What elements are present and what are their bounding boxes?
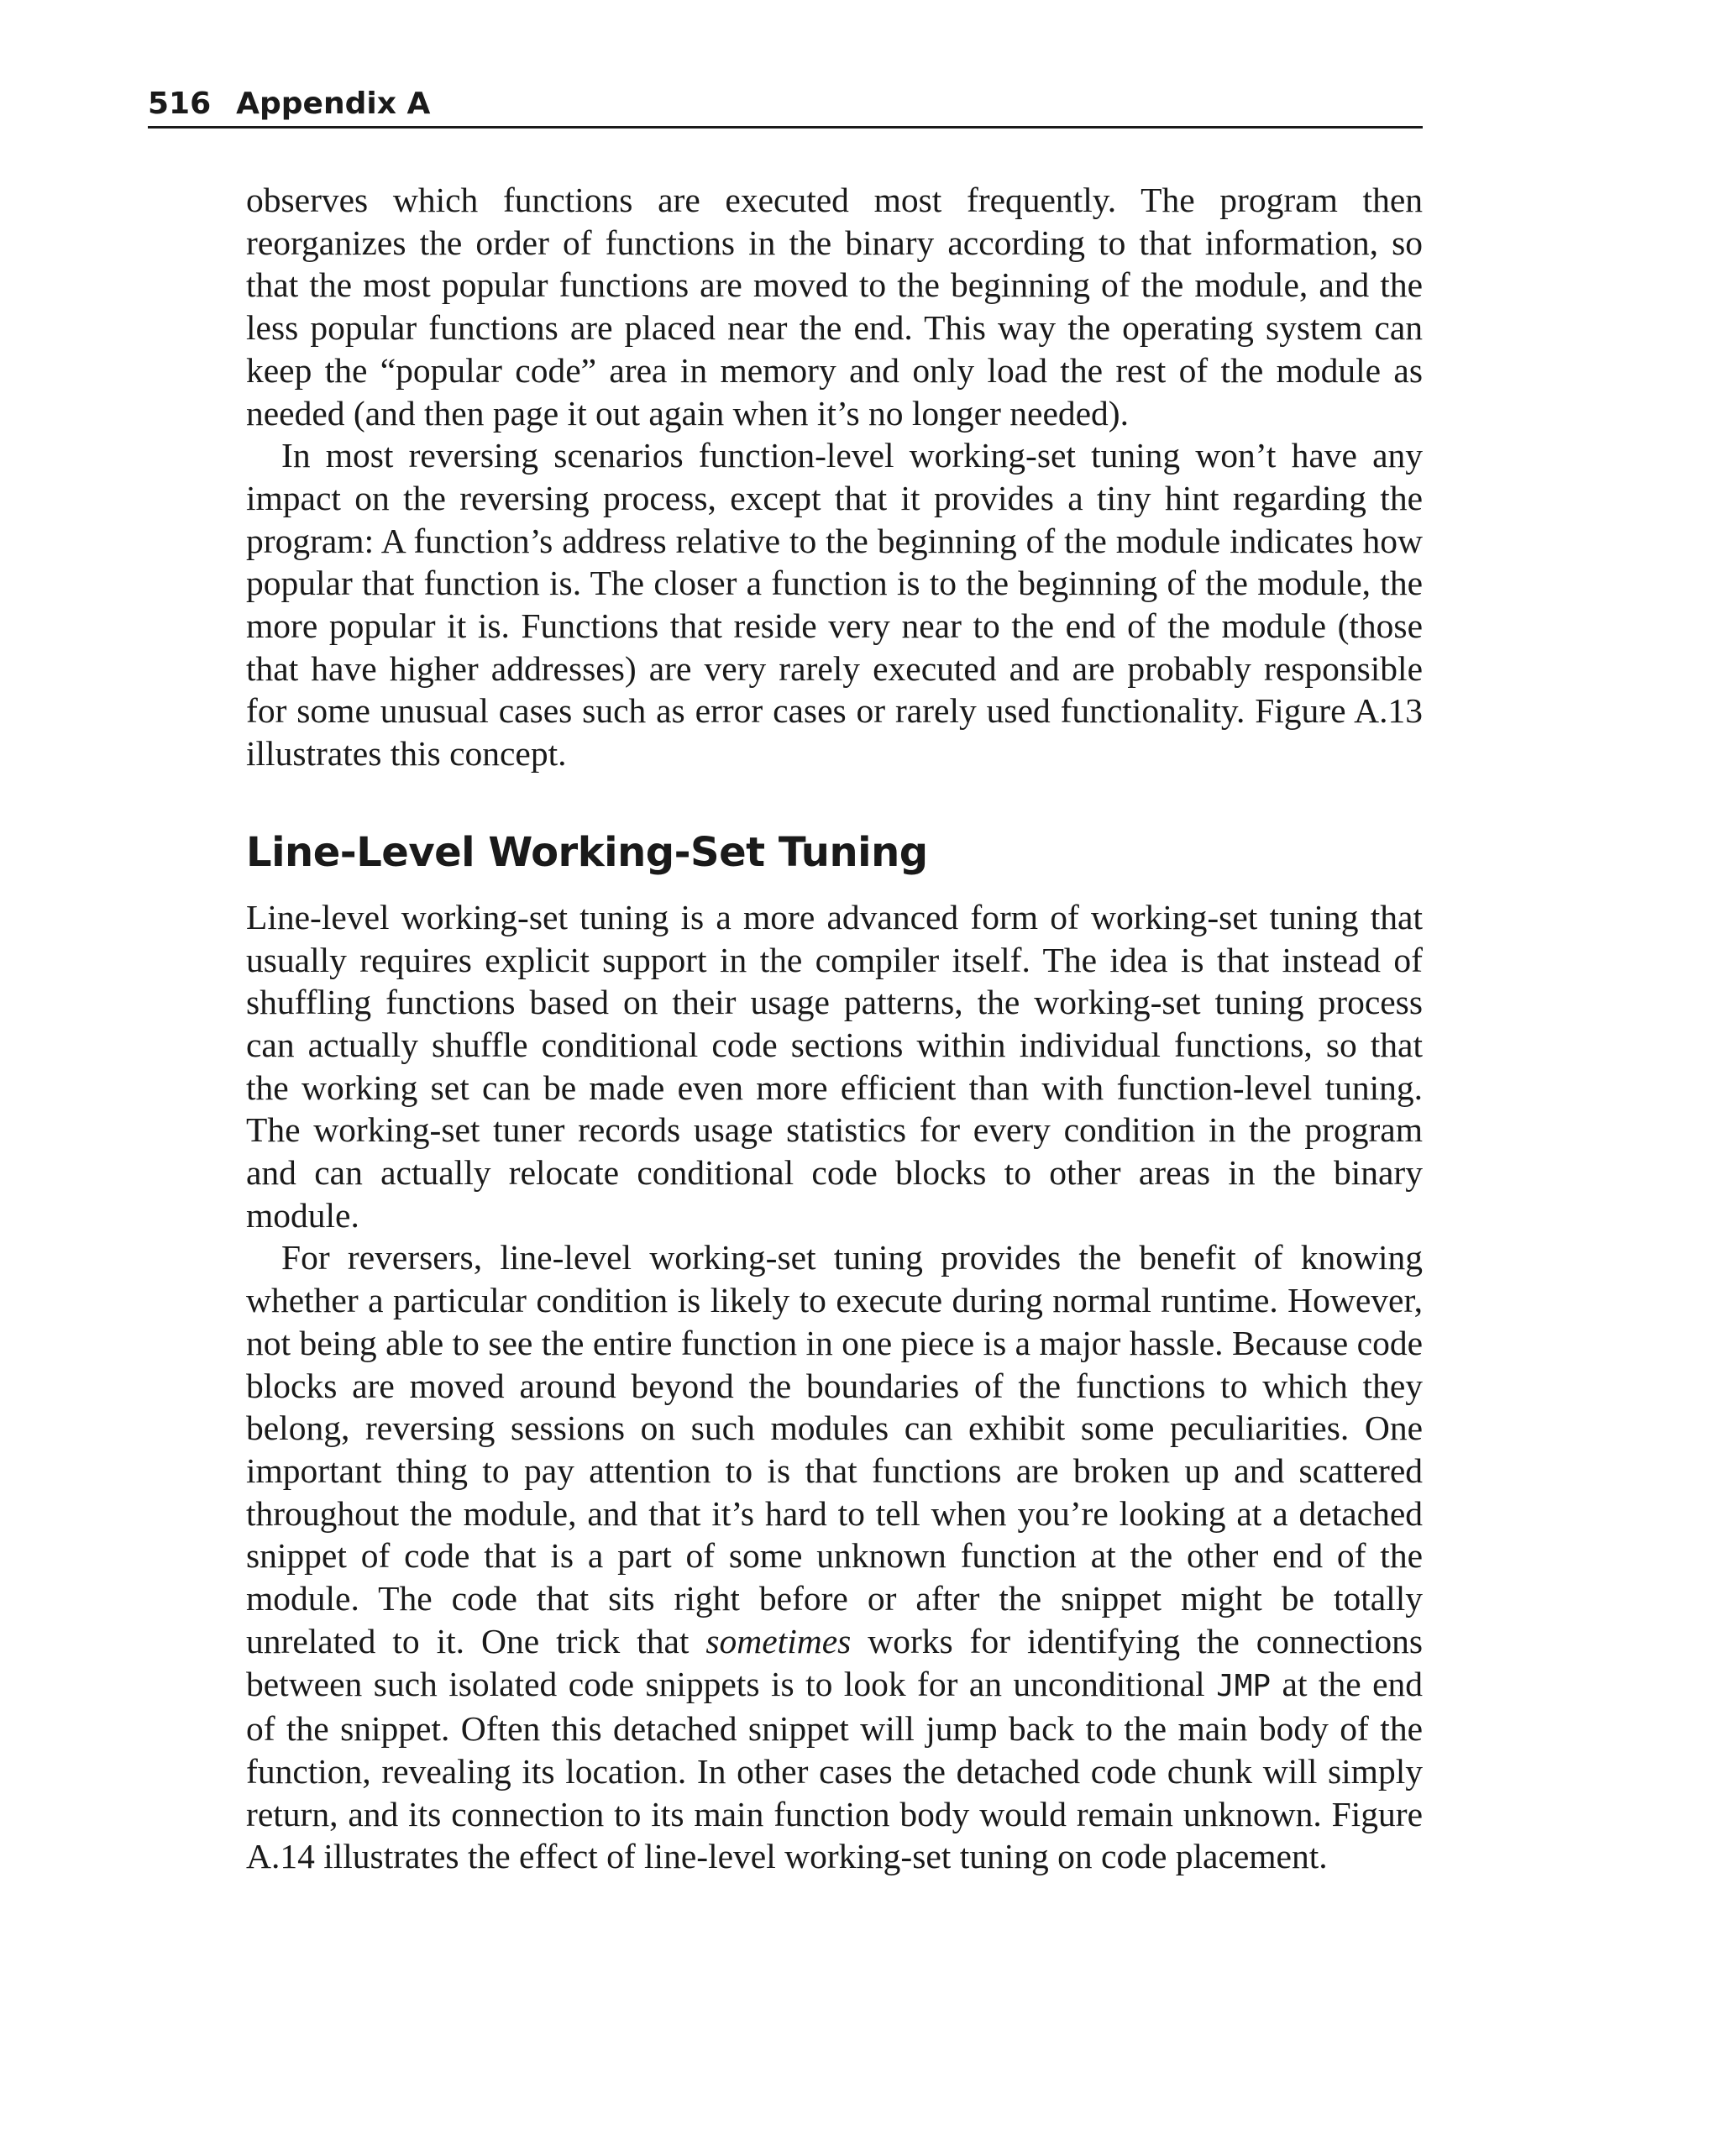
inline-code: JMP <box>1216 1668 1272 1703</box>
paragraph: In most reversing scenarios function-level working-set tuning won’t have any impact on the reversing process, except that it provides a tiny hint regarding the program: A function’s address relative to the beginning of the module indicates how popular that function is. The closer a function is to the beginning of the module, the more popular it is. Functions that reside very near to the end of the module (those that have higher addresses) are very rarely executed and are probably responsible for some unusual cases such as error cases or rarely used functionality. Figure A.13 illustrates this concept. <box>246 436 1423 774</box>
chapter-title: Appendix A <box>236 87 431 121</box>
paragraph-text: works for identifying the connections between such isolated code snippets is to look for an unconditional <box>246 1621 1423 1703</box>
emphasis-text: sometimes <box>705 1621 852 1660</box>
paragraph-text: at the end of the snippet. Often this detached snippet will jump back to the main body of the function, revealing its location. In other cases the detached code chunk will simply return, and its connection to its main function body would remain unknown. Figure A.14 illustrates the effect of line-level working-set tuning on code placement. <box>246 1664 1423 1876</box>
paragraph-text: For reversers, line-level working-set tuning provides the benefit of knowing whether a particular condition is likely to execute during normal runtime. However, not being able to see the entire function in one piece is a major hassle. Because code blocks are moved around beyond the boundaries of the functions to which they belong, reversing sessions on such modules can exhibit some peculiarities. One important thing to pay attention to is that functions are broken up and scattered throughout the module, and that it’s hard to tell when you’re looking at a detached snippet of code that is a part of some unknown function at the other end of the module. The code that sits right before or after the snippet might be totally unrelated to it. One trick that <box>246 1238 1423 1660</box>
paragraph: observes which functions are executed most frequently. The program then reorganizes the order of functions in the binary according to that information, so that the most popular functions are moved to the beginning of the module, and the less popular functions are placed near the end. This way the operating system can keep the “popular code” area in memory and only load the rest of the module as needed (and then page it out again when it’s no longer needed). <box>246 181 1423 433</box>
paragraph: Line-level working-set tuning is a more advanced form of working-set tuning that usually requires explicit support in the compiler itself. The idea is that instead of shuffling functions based on their usage patterns, the working-set tuning process can actually shuffle conditional code sections within individual functions, so that the working set can be made even more efficient than with function-level tuning. The working-set tuner records usage statistics for every condition in the program and can actually relocate conditional code blocks to other areas in the binary module. <box>246 897 1423 1235</box>
running-head <box>148 82 1423 129</box>
page-number: 516 <box>148 87 212 121</box>
page-body <box>246 179 1423 1878</box>
section-heading: Line-Level Working-Set Tuning <box>246 828 928 876</box>
paragraph <box>246 1236 1423 1878</box>
